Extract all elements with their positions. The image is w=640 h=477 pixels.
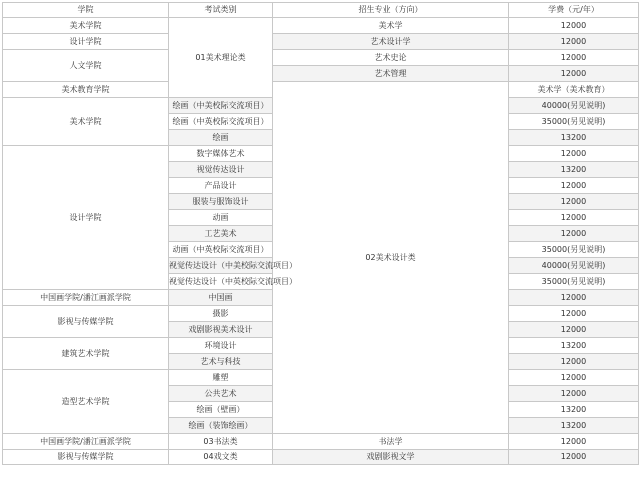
exam-category-cell: 02美术设计类 (273, 82, 509, 434)
major-cell: 书法学 (273, 434, 509, 450)
college-cell: 影视与传媒学院 (3, 450, 169, 465)
major-cell: 戏剧影视美术设计 (169, 322, 273, 338)
fee-cell: 13200 (509, 418, 639, 434)
fee-cell: 12000 (509, 66, 639, 82)
college-cell: 中国画学院/潘江画派学院 (3, 290, 169, 306)
table-row (3, 50, 639, 66)
fee-cell: 13200 (509, 130, 639, 146)
fee-cell: 40000(另见说明) (509, 258, 639, 274)
major-cell: 动画（中英校际交流项目） (169, 242, 273, 258)
fee-cell: 12000 (509, 194, 639, 210)
major-cell: 绘画（壁画） (169, 402, 273, 418)
fee-cell: 12000 (509, 434, 639, 450)
table-row (3, 450, 639, 465)
major-cell: 美术学 (273, 18, 509, 34)
fee-cell: 12000 (509, 18, 639, 34)
fee-cell: 12000 (509, 450, 639, 465)
fee-cell: 35000(另见说明) (509, 242, 639, 258)
fee-cell: 12000 (509, 226, 639, 242)
college-cell: 造型艺术学院 (3, 370, 169, 434)
fee-cell: 12000 (509, 322, 639, 338)
fee-cell: 35000(另见说明) (509, 114, 639, 130)
fee-cell: 12000 (509, 146, 639, 162)
fee-cell: 12000 (509, 50, 639, 66)
major-cell: 视觉传达设计 (169, 162, 273, 178)
college-cell: 设计学院 (3, 146, 169, 290)
college-cell: 设计学院 (3, 34, 169, 50)
fee-cell: 35000(另见说明) (509, 274, 639, 290)
major-cell: 动画 (169, 210, 273, 226)
major-cell: 服装与服饰设计 (169, 194, 273, 210)
major-cell: 艺术设计学 (273, 34, 509, 50)
exam-category-cell: 03书法类 (169, 434, 273, 450)
major-cell: 美术学（美术教育） (509, 82, 639, 98)
table-row (3, 34, 639, 50)
major-cell: 艺术与科技 (169, 354, 273, 370)
college-cell: 人文学院 (3, 50, 169, 82)
major-cell: 绘画 (169, 130, 273, 146)
header-college: 学院 (3, 3, 169, 18)
fee-cell: 12000 (509, 210, 639, 226)
table-row (3, 18, 639, 34)
major-cell: 产品设计 (169, 178, 273, 194)
major-cell: 绘画（中英校际交流项目） (169, 114, 273, 130)
fee-cell: 13200 (509, 162, 639, 178)
major-cell: 环境设计 (169, 338, 273, 354)
exam-category-cell: 01美术理论类 (169, 18, 273, 98)
fee-cell: 40000(另见说明) (509, 98, 639, 114)
college-cell: 建筑艺术学院 (3, 338, 169, 370)
tuition-table (2, 2, 639, 465)
major-cell: 工艺美术 (169, 226, 273, 242)
fee-cell: 12000 (509, 34, 639, 50)
fee-cell: 12000 (509, 370, 639, 386)
college-cell: 影视与传媒学院 (3, 306, 169, 338)
tuition-table-container (2, 2, 638, 465)
college-cell: 美术教育学院 (3, 82, 169, 98)
major-cell: 艺术史论 (273, 50, 509, 66)
major-cell: 戏剧影视文学 (273, 450, 509, 465)
fee-cell: 12000 (509, 290, 639, 306)
table-row (3, 82, 639, 98)
major-cell: 绘画（装饰绘画） (169, 418, 273, 434)
major-cell: 雕塑 (169, 370, 273, 386)
college-cell: 美术学院 (3, 18, 169, 34)
major-cell: 中国画 (169, 290, 273, 306)
fee-cell: 12000 (509, 306, 639, 322)
major-cell: 绘画（中美校际交流项目） (169, 98, 273, 114)
table-header (3, 3, 639, 18)
exam-category-cell: 04戏文类 (169, 450, 273, 465)
major-cell: 视觉传达设计（中英校际交流项目） (169, 274, 273, 290)
fee-cell: 12000 (509, 178, 639, 194)
fee-cell: 13200 (509, 338, 639, 354)
fee-cell: 12000 (509, 386, 639, 402)
fee-cell: 13200 (509, 402, 639, 418)
major-cell: 公共艺术 (169, 386, 273, 402)
college-cell: 中国画学院/潘江画派学院 (3, 434, 169, 450)
header-row (3, 3, 639, 18)
header-fee: 学费（元/年） (509, 3, 639, 18)
header-major: 招生专业（方向） (273, 3, 509, 18)
table-row (3, 434, 639, 450)
fee-cell: 12000 (509, 354, 639, 370)
major-cell: 数字媒体艺术 (169, 146, 273, 162)
major-cell: 摄影 (169, 306, 273, 322)
table-body (3, 18, 639, 465)
header-category: 考试类别 (169, 3, 273, 18)
major-cell: 艺术管理 (273, 66, 509, 82)
major-cell: 视觉传达设计（中美校际交流项目） (169, 258, 273, 274)
college-cell: 美术学院 (3, 98, 169, 146)
